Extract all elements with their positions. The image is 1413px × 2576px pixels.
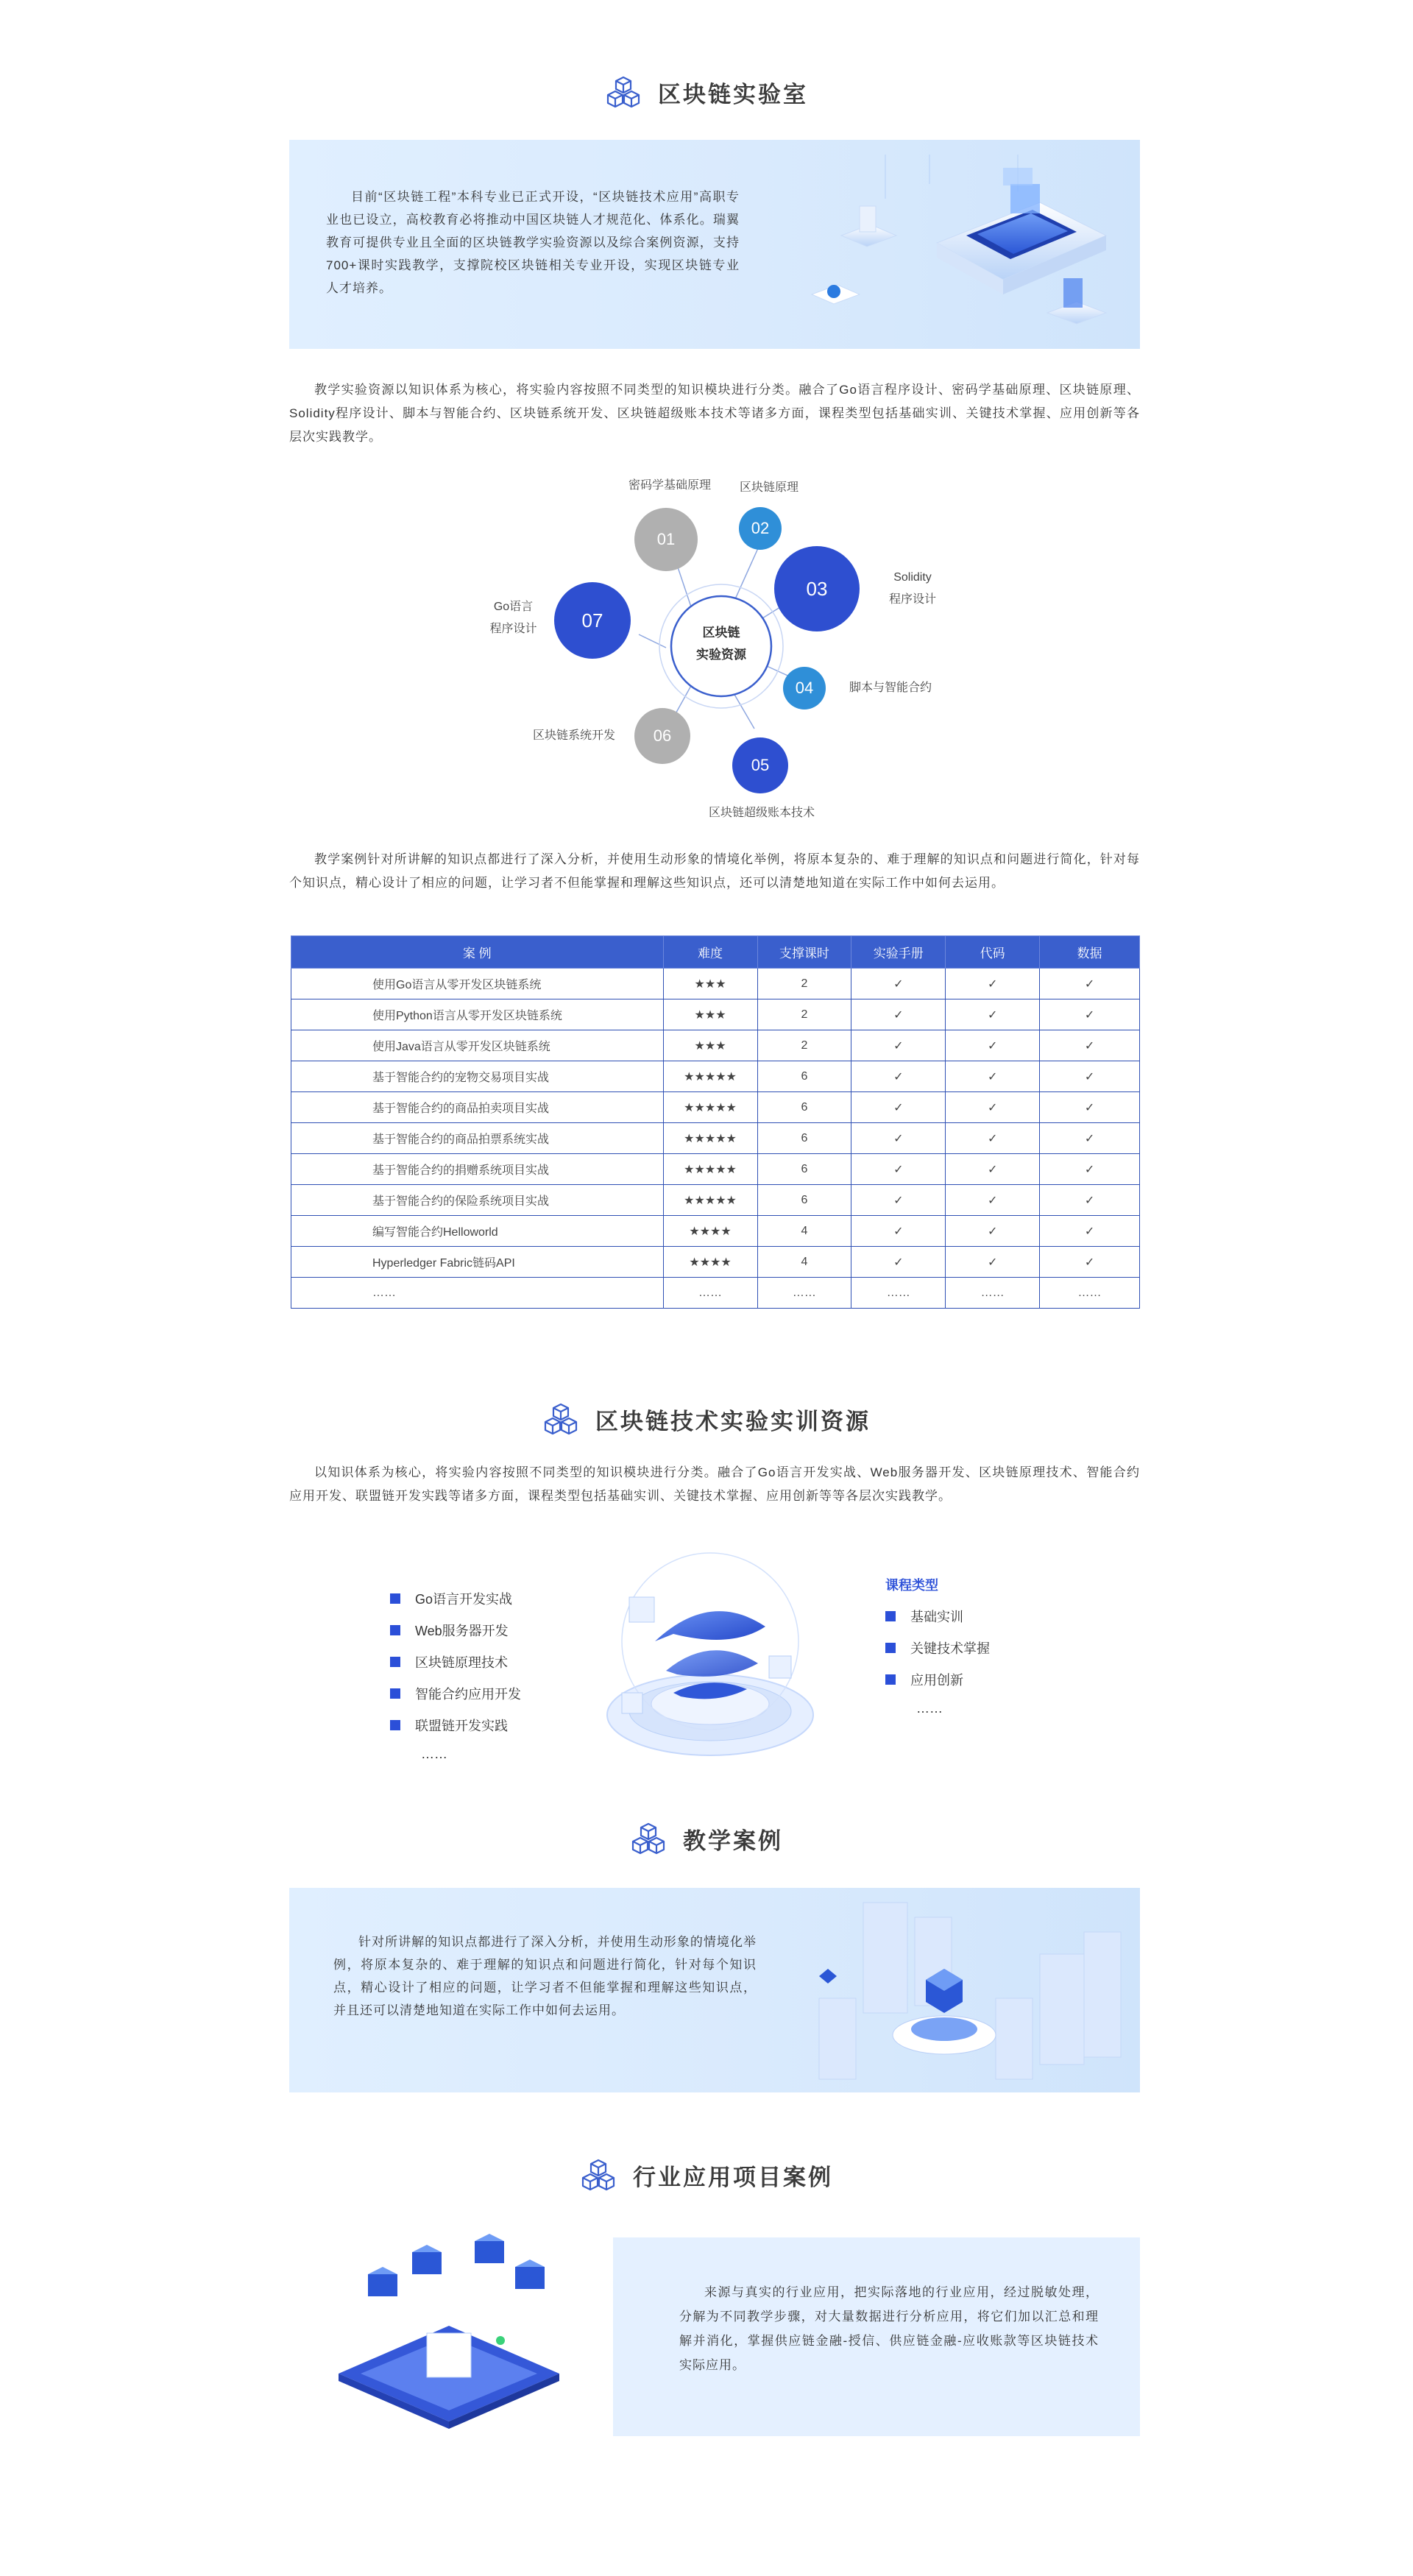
table-cell: ✓ bbox=[946, 1030, 1040, 1061]
diagram-node-07 bbox=[554, 582, 631, 659]
blockchain-cubes-icon bbox=[580, 2158, 617, 2192]
list-item bbox=[885, 1600, 1077, 1632]
table-cell: ✓ bbox=[851, 1030, 946, 1061]
table-cell: …… bbox=[663, 1278, 757, 1309]
table-cell: ✓ bbox=[851, 1216, 946, 1247]
diagram-node-label: 区块链原理 bbox=[739, 481, 798, 494]
list-item bbox=[390, 1709, 581, 1741]
square-bullet-icon bbox=[885, 1674, 896, 1685]
lab-banner-text: 目前“区块链工程”本科专业已正式开设，“区块链技术应用”高职专业也已设立，高校教育必将推动中国区块链人才规范化、体系化。瑞翼教育可提供专业且全面的区块链教学实验资源以及综合案例资源，支持700+课时实践教学，支撑院校区块链相关专业开设，实现区块链专业人才培养。 bbox=[326, 190, 740, 295]
table-cell: Hyperledger Fabric链码API bbox=[291, 1247, 664, 1278]
table-cell: 6 bbox=[757, 1154, 851, 1185]
section-title-text: 区块链实验室 bbox=[658, 81, 808, 107]
blockchain-cubes-icon bbox=[542, 1402, 579, 1436]
label-line2: 程序设计 bbox=[489, 623, 537, 635]
center-line1: 区块链 bbox=[702, 626, 740, 640]
diagram-node-label: 脚本与智能合约 bbox=[849, 682, 932, 694]
list-item-label: 基础实训 bbox=[910, 1609, 963, 1624]
table-row bbox=[291, 1216, 1140, 1247]
section-title-lab bbox=[0, 75, 1413, 109]
table-cell: …… bbox=[946, 1278, 1040, 1309]
case-table bbox=[291, 935, 1140, 1309]
table-cell: ✓ bbox=[946, 1247, 1040, 1278]
list-item-label: 应用创新 bbox=[910, 1672, 963, 1688]
diagram-node-number: 04 bbox=[795, 679, 814, 697]
table-cell: 基于智能合约的保险系统项目实战 bbox=[291, 1185, 664, 1216]
table-cell: ✓ bbox=[946, 1061, 1040, 1092]
section-title-text: 行业应用项目案例 bbox=[633, 2164, 833, 2190]
table-cell: …… bbox=[851, 1278, 946, 1309]
table-cell: ★★★★★ bbox=[663, 1154, 757, 1185]
table-cell: ✓ bbox=[1040, 1185, 1140, 1216]
experiment-resources-diagram bbox=[0, 471, 1413, 832]
table-cell: ✓ bbox=[1040, 999, 1140, 1030]
cases-banner-text: 针对所讲解的知识点都进行了深入分析，并使用生动形象的情境化举例，将原本复杂的、难于理解的知识点和问题进行简化，针对每个知识点，精心设计了相应的问题，让学习者不但能掌握和理解这些知识点，并且还可以清楚地知道在实际工作中如何去运用。 bbox=[333, 1935, 757, 2017]
square-bullet-icon bbox=[390, 1688, 400, 1699]
table-cell: ✓ bbox=[851, 1061, 946, 1092]
table-cell: ★★★ bbox=[663, 999, 757, 1030]
table-cell: ✓ bbox=[851, 1123, 946, 1154]
diagram-node-02 bbox=[739, 507, 782, 550]
table-row bbox=[291, 1092, 1140, 1123]
table-cell: ★★★★★ bbox=[663, 1092, 757, 1123]
table-row bbox=[291, 969, 1140, 999]
training-right-list bbox=[885, 1571, 1077, 1722]
table-cell: ✓ bbox=[1040, 1247, 1140, 1278]
table-cell: 4 bbox=[757, 1247, 851, 1278]
list-item bbox=[390, 1677, 581, 1709]
table-header-cell: 实验手册 bbox=[851, 936, 946, 969]
table-cell: 2 bbox=[757, 999, 851, 1030]
diagram-node-03 bbox=[774, 546, 860, 631]
right-list-more: …… bbox=[916, 1701, 943, 1716]
square-bullet-icon bbox=[390, 1625, 400, 1635]
diagram-node-number: 06 bbox=[653, 726, 672, 745]
diagram-node-01 bbox=[634, 508, 698, 571]
table-cell: ✓ bbox=[851, 969, 946, 999]
table-cell: ✓ bbox=[946, 1154, 1040, 1185]
diagram-node-label: 区块链系统开发 bbox=[532, 729, 615, 742]
diagram-node-label: 密码学基础原理 bbox=[628, 479, 711, 492]
table-cell: ✓ bbox=[851, 1092, 946, 1123]
table-header-cell: 数据 bbox=[1040, 936, 1140, 969]
industry-text-box bbox=[613, 2237, 1140, 2436]
table-cell: ✓ bbox=[946, 1092, 1040, 1123]
table-cell: 6 bbox=[757, 1123, 851, 1154]
list-item-label: Go语言开发实战 bbox=[415, 1591, 513, 1607]
server-platform-illustration bbox=[797, 155, 1128, 339]
section-title-cases bbox=[0, 1822, 1413, 1855]
table-cell: ✓ bbox=[1040, 1061, 1140, 1092]
section-title-training bbox=[0, 1402, 1413, 1436]
lab-intro-paragraph: 教学实验资源以知识体系为核心，将实验内容按照不同类型的知识模块进行分类。融合了Go语言程序设计、密码学基础原理、区块链原理、Solidity程序设计、脚本与智能合约、区块链系统开发、区块链超级账本技术等诸多方面，课程类型包括基础实训、关键技术掌握、应用创新等各层次实践教学。 bbox=[289, 383, 1140, 444]
table-cell: …… bbox=[757, 1278, 851, 1309]
table-cell: ★★★★ bbox=[663, 1216, 757, 1247]
table-cell: 2 bbox=[757, 1030, 851, 1061]
table-cell: …… bbox=[291, 1278, 664, 1309]
isometric-network-illustration bbox=[316, 2230, 581, 2451]
table-header-cell: 支撑课时 bbox=[757, 936, 851, 969]
table-cell: ✓ bbox=[946, 1216, 1040, 1247]
table-cell: ★★★★★ bbox=[663, 1061, 757, 1092]
table-cell: ✓ bbox=[851, 1185, 946, 1216]
training-intro-paragraph: 以知识体系为核心，将实验内容按照不同类型的知识模块进行分类。融合了Go语言开发实战、Web服务器开发、区块链原理技术、智能合约应用开发、联盟链开发实践等诸多方面，课程类型包括基础实训、关键技术掌握、应用创新等等各层次实践教学。 bbox=[289, 1465, 1140, 1503]
list-item bbox=[885, 1632, 1077, 1663]
table-cell: ✓ bbox=[851, 1247, 946, 1278]
label-line2: 程序设计 bbox=[888, 593, 936, 606]
case-intro-paragraph: 教学案例针对所讲解的知识点都进行了深入分析，并使用生动形象的情境化举例，将原本复杂的、难于理解的知识点和问题进行简化，针对每个知识点，精心设计了相应的问题，让学习者不但能掌握和理解这些知识点，还可以清楚地知道在实际工作中如何去运用。 bbox=[289, 852, 1140, 890]
diagram-center-label bbox=[671, 622, 771, 666]
list-item-label: 关键技术掌握 bbox=[910, 1641, 990, 1656]
diagram-node-06 bbox=[634, 708, 690, 764]
table-row bbox=[291, 1247, 1140, 1278]
lab-banner bbox=[289, 140, 1140, 349]
table-cell: 6 bbox=[757, 1061, 851, 1092]
table-row bbox=[291, 999, 1140, 1030]
table-header-row bbox=[291, 936, 1140, 969]
table-row bbox=[291, 1061, 1140, 1092]
table-cell: ✓ bbox=[1040, 1092, 1140, 1123]
table-header-cell: 案 例 bbox=[291, 936, 664, 969]
list-item bbox=[390, 1614, 581, 1646]
diagram-node-label: 区块链超级账本技术 bbox=[708, 807, 815, 819]
table-row bbox=[291, 1278, 1140, 1309]
table-cell: ✓ bbox=[1040, 969, 1140, 999]
table-cell: ✓ bbox=[851, 1154, 946, 1185]
cases-banner bbox=[289, 1888, 1140, 2092]
table-cell: 使用Go语言从零开发区块链系统 bbox=[291, 969, 664, 999]
list-item-label: Web服务器开发 bbox=[415, 1623, 509, 1638]
table-row bbox=[291, 1123, 1140, 1154]
table-cell: ✓ bbox=[1040, 1123, 1140, 1154]
blockchain-cubes-icon bbox=[630, 1822, 667, 1855]
diagram-node-number: 01 bbox=[656, 530, 676, 548]
table-cell: 2 bbox=[757, 969, 851, 999]
table-cell: 6 bbox=[757, 1092, 851, 1123]
table-cell: ✓ bbox=[1040, 1154, 1140, 1185]
table-cell: 基于智能合约的捐赠系统项目实战 bbox=[291, 1154, 664, 1185]
table-cell: ✓ bbox=[946, 1123, 1040, 1154]
section-title-industry bbox=[0, 2158, 1413, 2192]
table-cell: ✓ bbox=[946, 1185, 1040, 1216]
diagram-node-04 bbox=[783, 667, 826, 710]
table-row bbox=[291, 1154, 1140, 1185]
label-line1: Go语言 bbox=[493, 601, 534, 613]
table-cell: ✓ bbox=[1040, 1030, 1140, 1061]
table-cell: ★★★★ bbox=[663, 1247, 757, 1278]
table-cell: 基于智能合约的宠物交易项目实战 bbox=[291, 1061, 664, 1092]
table-header-cell: 难度 bbox=[663, 936, 757, 969]
table-cell: …… bbox=[1040, 1278, 1140, 1309]
table-cell: ✓ bbox=[851, 999, 946, 1030]
table-cell: 6 bbox=[757, 1185, 851, 1216]
table-cell: ✓ bbox=[1040, 1216, 1140, 1247]
table-row bbox=[291, 1185, 1140, 1216]
table-cell: ✓ bbox=[946, 999, 1040, 1030]
table-cell: ★★★ bbox=[663, 1030, 757, 1061]
table-cell: 编写智能合约Helloworld bbox=[291, 1216, 664, 1247]
table-cell: ★★★★★ bbox=[663, 1123, 757, 1154]
diagram-node-label bbox=[471, 596, 556, 640]
section-title-text: 教学案例 bbox=[683, 1827, 783, 1854]
diagram-node-number: 07 bbox=[581, 609, 603, 631]
table-cell: 4 bbox=[757, 1216, 851, 1247]
table-cell: 使用Java语言从零开发区块链系统 bbox=[291, 1030, 664, 1061]
square-bullet-icon bbox=[885, 1611, 896, 1621]
diagram-node-number: 03 bbox=[806, 577, 828, 600]
square-bullet-icon bbox=[885, 1643, 896, 1653]
list-item-label: 区块链原理技术 bbox=[415, 1655, 508, 1670]
list-item-label: 智能合约应用开发 bbox=[415, 1686, 521, 1702]
square-bullet-icon bbox=[390, 1720, 400, 1730]
city-blocks-illustration bbox=[775, 1888, 1140, 2092]
table-cell: ★★★ bbox=[663, 969, 757, 999]
blockchain-cubes-icon bbox=[605, 75, 642, 109]
square-bullet-icon bbox=[390, 1657, 400, 1667]
training-left-list bbox=[390, 1582, 581, 1767]
table-cell: 基于智能合约的商品拍卖项目实战 bbox=[291, 1092, 664, 1123]
course-type-title: 课程类型 bbox=[885, 1578, 938, 1593]
table-cell: ★★★★★ bbox=[663, 1185, 757, 1216]
table-cell: 基于智能合约的商品拍票系统实战 bbox=[291, 1123, 664, 1154]
label-line1: Solidity bbox=[893, 571, 932, 584]
section-title-text: 区块链技术实验实训资源 bbox=[595, 1408, 871, 1434]
diagram-node-number: 05 bbox=[751, 756, 770, 774]
table-cell: ✓ bbox=[946, 969, 1040, 999]
center-line2: 实验资源 bbox=[696, 648, 746, 662]
list-item bbox=[390, 1646, 581, 1677]
list-item bbox=[390, 1582, 581, 1614]
list-item-label: 联盟链开发实践 bbox=[415, 1718, 508, 1733]
industry-text: 来源与真实的行业应用，把实际落地的行业应用，经过脱敏处理，分解为不同教学步骤，对大量数据进行分析应用，将它们加以汇总和理解并消化，掌握供应链金融-授信、供应链金融-应收账款等区块链技术实际应用。 bbox=[679, 2285, 1099, 2372]
table-cell: 使用Python语言从零开发区块链系统 bbox=[291, 999, 664, 1030]
left-list-more: …… bbox=[421, 1747, 447, 1761]
square-bullet-icon bbox=[390, 1593, 400, 1604]
diagram-node-number: 02 bbox=[751, 519, 770, 537]
diagram-node-label bbox=[872, 567, 953, 611]
diagram-node-05 bbox=[732, 737, 788, 793]
list-item bbox=[885, 1663, 1077, 1695]
ring-spiral-illustration bbox=[585, 1546, 835, 1774]
table-header-cell: 代码 bbox=[946, 936, 1040, 969]
table-row bbox=[291, 1030, 1140, 1061]
